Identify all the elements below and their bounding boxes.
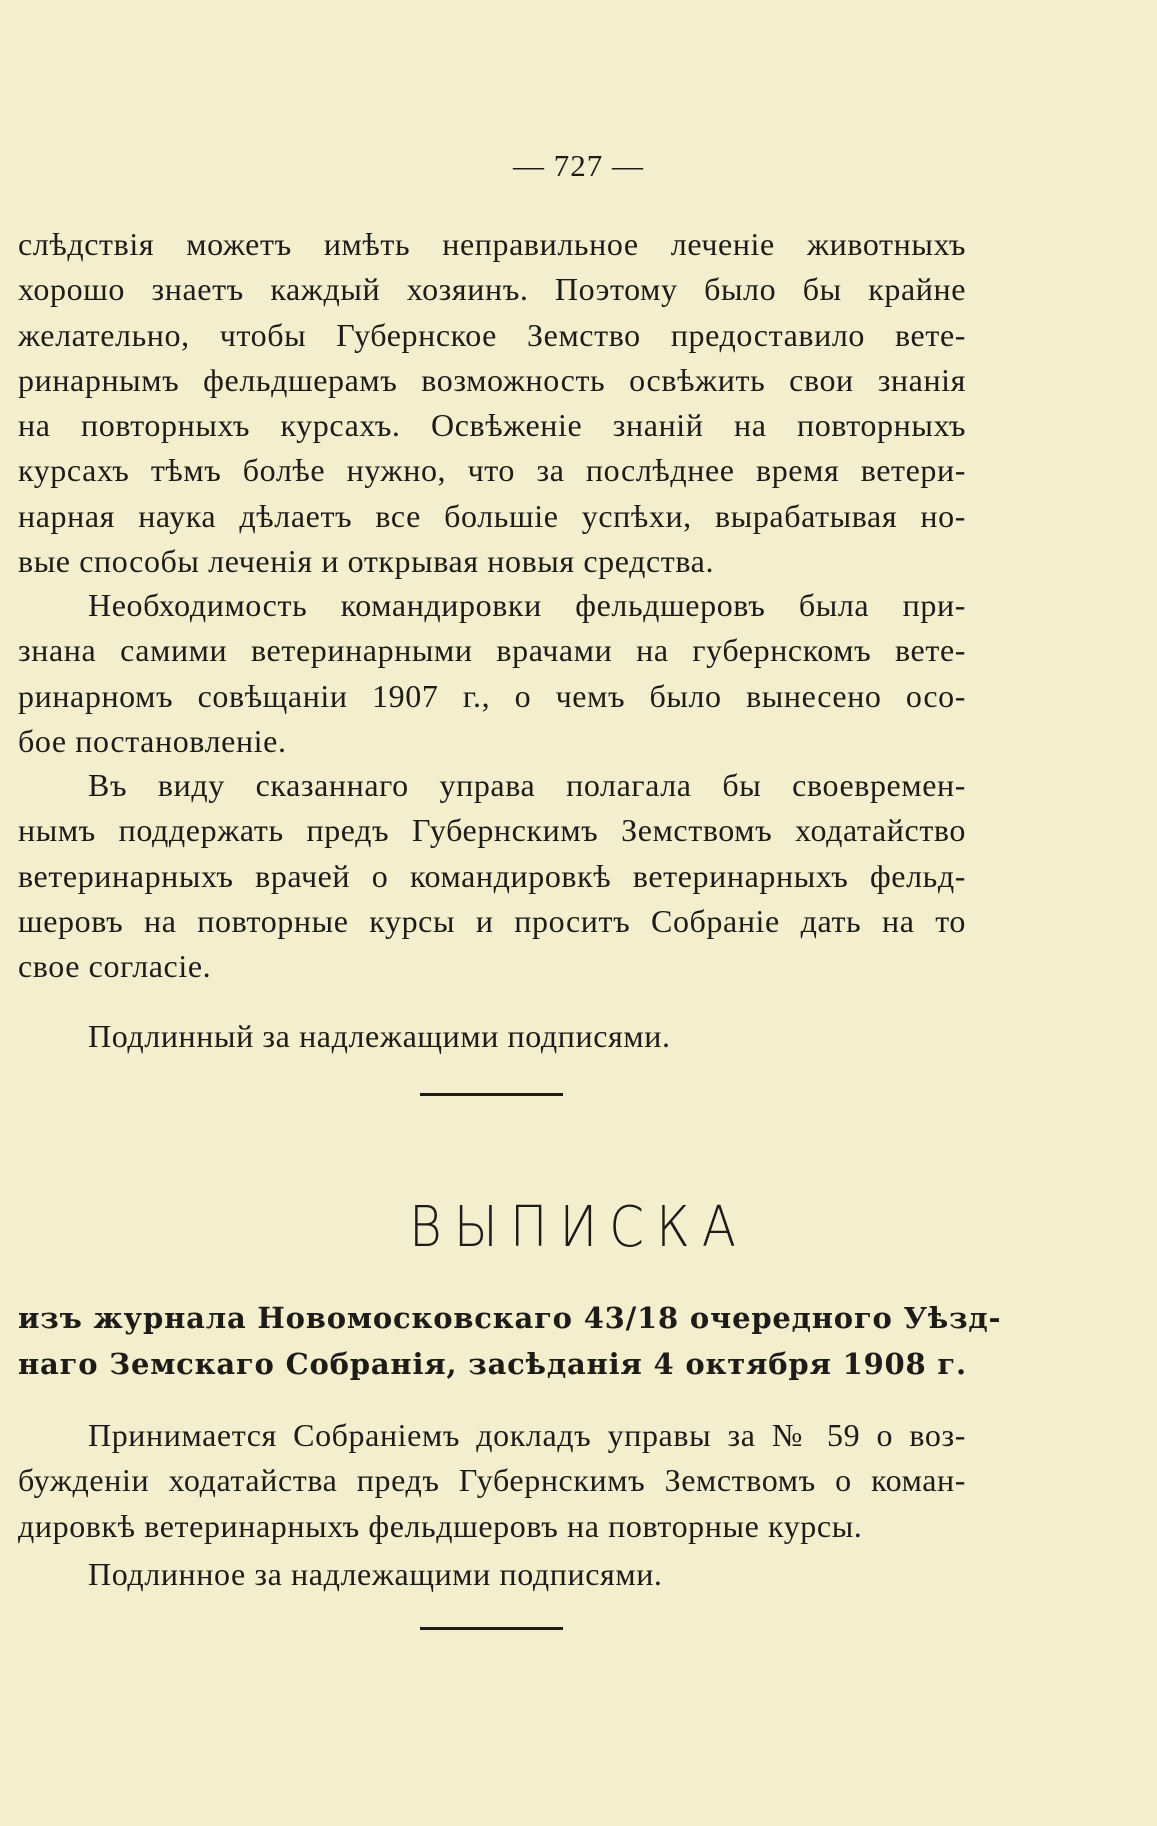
paragraph-line: Необходимость командировки фельдшеровъ была при- [88,587,966,623]
paragraph-4 [18,1413,966,1549]
paragraph-line: ринарнымъ фельдшерамъ возможность освѣжить свои знанія [18,361,966,398]
paragraph-line: ринарномъ совѣщаніи 1907 г., о чемъ было вынесено осо- [18,677,966,714]
paragraph-line: слѣдствія можетъ имѣть неправильное леченіе животныхъ [18,226,966,262]
paragraph-line: бужденіи ходатайства предъ Губернскимъ Земствомъ о коман- [18,1462,966,1499]
section-subheading [18,1295,1002,1387]
paragraph-line: свое согласіе. [18,948,212,985]
subheading-line: изъ журнала Новомосковскаго 43/18 очередного Уѣзд- [18,1301,1002,1335]
paragraph-line: бое постановленіе. [18,722,287,759]
paragraph-line: нарная наука дѣлаетъ все большіе успѣхи, вырабатывая но- [18,497,966,534]
paragraph-line: вые способы леченія и открывая новыя средства. [18,543,715,580]
paragraph-1 [18,222,966,584]
paragraph-line: желательно, чтобы Губернское Земство предоставило вете- [18,316,966,353]
paragraph-line: курсахъ тѣмъ болѣе нужно, что за послѣднее время ветери- [18,452,966,489]
paragraph-2 [18,583,966,764]
signature-note-2: Подлинное за надлежащими подписями. [88,1556,663,1592]
section-heading: ВЫПИСКА [408,1194,748,1260]
paragraph-line: знана самими ветеринарными врачами на губернскомъ вете- [18,632,966,669]
paragraph-line: шеровъ на повторные курсы и проситъ Собраніе дать на то [18,902,966,939]
divider-rule [420,1093,563,1096]
paragraph-line: Въ виду сказаннаго управа полагала бы своевремен- [88,767,966,803]
paragraph-line: хорошо знаетъ каждый хозяинъ. Поэтому было бы крайне [18,271,966,308]
paragraph-line: ветеринарныхъ врачей о командировкѣ ветеринарныхъ фельд- [18,857,966,894]
paragraph-line: Принимается Собраніемъ докладъ управы за № 59 о воз- [88,1417,966,1453]
divider-rule [420,1627,563,1630]
signature-note-1: Подлинный за надлежащими подписями. [88,1018,671,1054]
paragraph-line: на повторныхъ курсахъ. Освѣженіе знаній на повторныхъ [18,407,966,444]
paragraph-line: нымъ поддержать предъ Губернскимъ Земствомъ ходатайство [18,812,966,849]
paragraph-3 [18,763,966,989]
subheading-line: наго Земскаго Собранія, засѣданія 4 октября 1908 г. [18,1347,967,1381]
page-number: — 727 — [513,148,644,183]
paragraph-line: дировкѣ ветеринарныхъ фельдшеровъ на повторные курсы. [18,1507,863,1544]
